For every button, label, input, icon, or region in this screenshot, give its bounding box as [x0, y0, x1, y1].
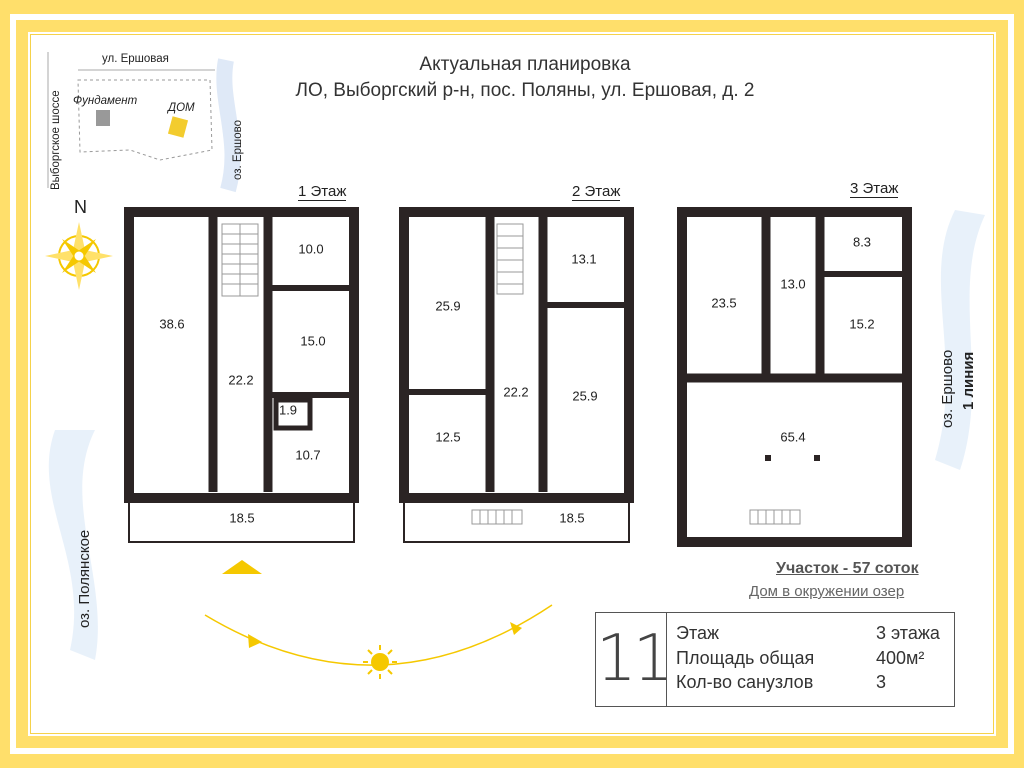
house-icon	[168, 116, 188, 138]
plot-note: Дом в окружении озер	[749, 583, 905, 600]
location-map	[48, 52, 232, 190]
lake-right-line-label: 1 линия	[960, 351, 977, 410]
sun-icon	[363, 645, 397, 679]
foundation-icon	[96, 110, 110, 126]
lake-ershovo-shape	[935, 210, 985, 470]
room-label: 8.3	[852, 234, 872, 250]
info-value: 3	[876, 672, 887, 692]
room-label: 15.0	[300, 333, 326, 349]
floor-3-label: 3 Этаж	[850, 180, 899, 197]
room-label: 10.7	[295, 447, 321, 463]
map-foundation-label: Фундамент	[73, 95, 138, 107]
sun-path	[205, 605, 552, 679]
lake-left-label: оз. Полянское	[76, 529, 93, 628]
floor-1-label: 1 Этаж	[298, 183, 347, 200]
info-value: 400м²	[876, 648, 925, 668]
room-label: 22.2	[228, 372, 254, 388]
compass-icon	[45, 222, 113, 290]
room-label: 23.5	[711, 295, 737, 311]
room-label: 22.2	[503, 384, 529, 400]
title-line-1: Актуальная планировка	[419, 54, 631, 75]
plot-area: Участок - 57 соток	[776, 560, 919, 577]
map-house-label: ДОМ	[168, 102, 195, 114]
sun-path-arrow-left-icon	[248, 634, 262, 648]
room-label: 18.5	[559, 510, 585, 526]
room-label: 15.2	[849, 316, 875, 332]
room-label: 1.9	[278, 402, 298, 418]
room-label: 18.5	[229, 510, 255, 526]
entrance-arrow-icon	[222, 560, 262, 574]
listing-number: 11	[596, 613, 667, 706]
info-key: Этаж	[676, 623, 720, 643]
info-key: Кол-во санузлов	[676, 672, 814, 692]
map-lake-label: оз. Ершово	[232, 120, 244, 180]
floor-3-plan	[682, 212, 907, 542]
compass-north-label: N	[74, 197, 87, 217]
title-line-2: ЛО, Выборгский р-н, пос. Поляны, ул. Ершовая, д. 2	[295, 80, 755, 101]
info-box	[595, 612, 955, 707]
room-label: 10.0	[298, 241, 324, 257]
room-label: 25.9	[435, 298, 461, 314]
map-road-left: Выборгское шоссе	[50, 90, 62, 190]
lake-right-label: оз. Ершово	[939, 349, 956, 428]
info-value: 3 этажа	[876, 623, 940, 643]
room-label: 13.1	[571, 251, 597, 267]
room-label: 12.5	[435, 429, 461, 445]
room-label: 65.4	[780, 429, 806, 445]
room-label: 13.0	[780, 276, 806, 292]
floor-2-label: 2 Этаж	[572, 183, 621, 200]
room-label: 38.6	[159, 316, 185, 332]
map-street-top: ул. Ершовая	[102, 53, 169, 65]
room-label: 25.9	[572, 388, 598, 404]
info-key: Площадь общая	[676, 648, 815, 668]
